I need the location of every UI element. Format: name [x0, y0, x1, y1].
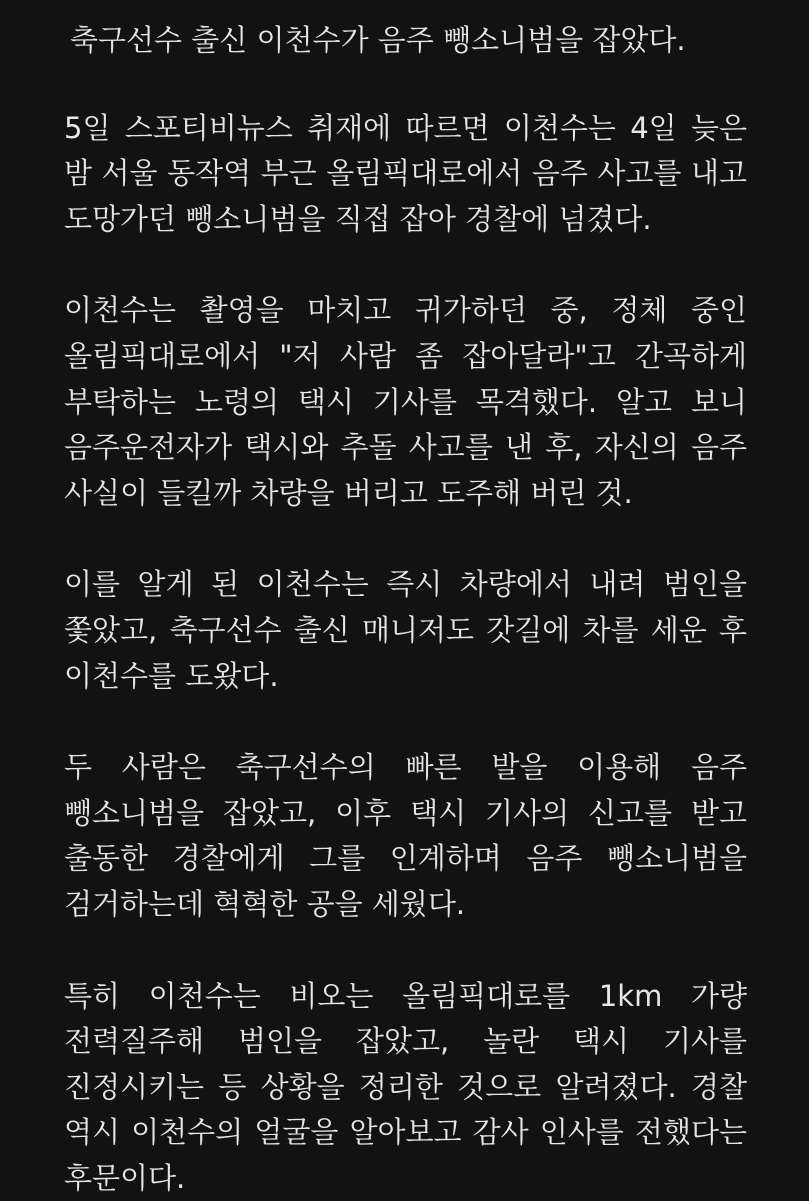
- article-paragraph: 5일 스포티비뉴스 취재에 따르면 이천수는 4일 늦은 밤 서울 동작역 부근 올림픽대로에서 음주 사고를 내고 도망가던 뺑소니범을 직접 잡아 경찰에 넘겼다.: [64, 106, 747, 243]
- article-body: [64, 18, 747, 1201]
- article-paragraph: 이천수는 촬영을 마치고 귀가하던 중, 정체 중인 올림픽대로에서 "저 사람 좀 잡아달라"고 간곡하게 부탁하는 노령의 택시 기사를 목격했다. 알고 보니 음주운전자가 택시와 추돌 사고를 낸 후, 자신의 음주 사실이 들킬까 차량을 버리고 도주해 버린 것.: [64, 288, 747, 516]
- article-paragraph: 두 사람은 축구선수의 빠른 발을 이용해 음주 뺑소니범을 잡았고, 이후 택시 기사의 신고를 받고 출동한 경찰에게 그를 인계하며 음주 뺑소니범을 검거하는데 혁혁한 공을 세웠다.: [64, 745, 747, 927]
- article-paragraph: 특히 이천수는 비오는 올림픽대로를 1km 가량 전력질주해 범인을 잡았고, 놀란 택시 기사를 진정시키는 등 상황을 정리한 것으로 알려졌다. 경찰 역시 이천수의 얼굴을 알아보고 감사 인사를 전했다는 후문이다.: [64, 974, 747, 1201]
- article-paragraph: 이를 알게 된 이천수는 즉시 차량에서 내려 범인을 쫓았고, 축구선수 출신 매니저도 갓길에 차를 세운 후 이천수를 도왔다.: [64, 562, 747, 699]
- article-headline-paragraph: 축구선수 출신 이천수가 음주 뺑소니범을 잡았다.: [64, 18, 747, 64]
